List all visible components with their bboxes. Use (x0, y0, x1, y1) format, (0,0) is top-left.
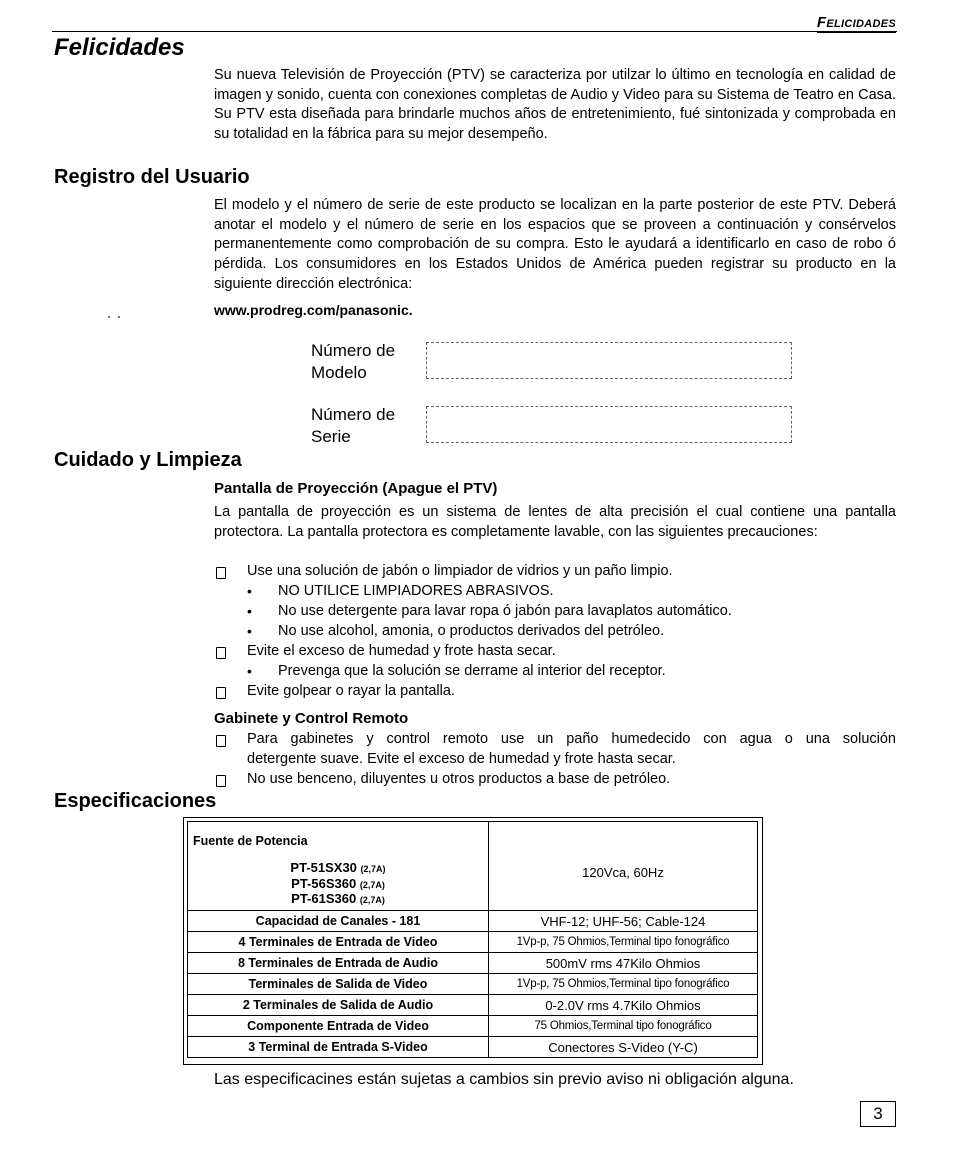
bullet-icon: • (247, 623, 252, 639)
model-label-line1: Número de (311, 341, 396, 360)
table-cell: VHF-12; UHF-56; Cable-124 (489, 911, 758, 932)
registration-heading: Registro del Usuario (54, 166, 250, 188)
list-item-text: No use detergente para lavar ropa ó jabón para lavaplatos automático. (278, 603, 732, 619)
checkbox-square-icon (216, 647, 226, 659)
model-number-label (311, 340, 395, 384)
serial-number-field[interactable] (426, 406, 792, 443)
scan-speck (108, 316, 110, 318)
list-item-text: No use benceno, diluyentes u otros productos a base de petróleo. (247, 771, 671, 787)
checkbox-square-icon (216, 687, 226, 699)
table-cell: Conectores S-Video (Y-C) (489, 1037, 758, 1058)
list-item (214, 602, 896, 622)
list-item-text: NO UTILICE LIMPIADORES ABRASIVOS. (278, 583, 554, 599)
checkbox-square-icon (216, 567, 226, 579)
model-name: PT-56S360 (291, 875, 357, 891)
serial-number-label (311, 404, 395, 448)
care-heading: Cuidado y Limpieza (54, 449, 242, 471)
table-row (188, 822, 758, 911)
serial-label-line1: Número de (311, 405, 396, 424)
model-label-line2: Modelo (311, 363, 367, 382)
model-note: (2,7A) (359, 895, 385, 905)
table-cell: 2 Terminales de Salida de Audio (188, 995, 489, 1016)
list-item (214, 622, 896, 642)
table-row (188, 1037, 758, 1058)
list-item (214, 562, 896, 582)
list-item-text: Use una solución de jabón o limpiador de vidrios y un paño limpio. (247, 563, 673, 579)
scan-speck (118, 316, 120, 318)
serial-label-line2: Serie (311, 427, 351, 446)
header-rule (52, 31, 897, 32)
specs-footnote: Las especificacines están sujetas a cambios sin previo aviso ni obligación alguna. (214, 1071, 794, 1088)
table-row (188, 1016, 758, 1037)
page-number: 3 (860, 1101, 896, 1127)
care-list (214, 562, 896, 702)
list-item (214, 642, 896, 662)
page-title: Felicidades (54, 34, 185, 61)
running-head: Felicidades (816, 14, 896, 31)
checkbox-square-icon (216, 775, 226, 787)
table-cell (188, 822, 489, 911)
url-period: . (408, 302, 413, 318)
table-cell: 75 Ohmios,Terminal tipo fonográfico (489, 1016, 758, 1037)
list-item (214, 730, 896, 750)
model-name: PT-61S360 (291, 891, 357, 906)
model-name: PT-51SX30 (290, 860, 357, 875)
table-cell: Terminales de Salida de Video (188, 974, 489, 995)
table-cell: 0-2.0V rms 4.7Kilo Ohmios (489, 995, 758, 1016)
registration-url[interactable]: www.prodreg.com/panasonic (214, 302, 409, 318)
table-cell: 500mV rms 47Kilo Ohmios (489, 953, 758, 974)
model-number-field[interactable] (426, 342, 792, 379)
table-row (188, 932, 758, 953)
table-row (188, 911, 758, 932)
specs-heading: Especificaciones (54, 790, 217, 812)
list-item (214, 662, 896, 682)
model-line (188, 877, 488, 893)
registration-url-line (214, 302, 413, 318)
bullet-icon: • (247, 603, 252, 619)
list-item (214, 582, 896, 602)
table-cell: 4 Terminales de Entrada de Video (188, 932, 489, 953)
table-cell: 1Vp-p, 75 Ohmios,Terminal tipo fonográfico (489, 932, 758, 953)
model-line (188, 861, 488, 877)
cabinet-list (214, 730, 896, 790)
list-item-text: detergente suave. Evite el exceso de humedad y frote hasta secar. (247, 751, 676, 767)
specs-table (187, 821, 758, 1058)
model-note: (2,7A) (359, 879, 385, 890)
registration-paragraph: El modelo y el número de serie de este producto se localizan en la parte posterior de este PTV. Deberá anotar el modelo y el número de serie en los espacios que se proveen a continuación y consérvelos permanentemente como comprobación de su compra. Esto le ayudará a identificarlo en caso de robo ó pérdida. Los consumidores en los Estados Unidos de América pueden registrar su producto en la siguiente dirección electrónica: (214, 197, 896, 292)
table-cell: 1Vp-p, 75 Ohmios,Terminal tipo fonográfico (489, 974, 758, 995)
list-item-text: No use alcohol, amonia, o productos derivados del petróleo. (278, 623, 665, 639)
screen-subheading: Pantalla de Proyección (Apague el PTV) (214, 480, 498, 497)
table-row (188, 953, 758, 974)
checkbox-square-icon (216, 735, 226, 747)
screen-paragraph: La pantalla de proyección es un sistema de lentes de alta precisión el cual contiene una pantalla protectora. La pantalla protectora es completamente lavable, con las siguientes precauciones: (214, 504, 896, 540)
cabinet-subheading: Gabinete y Control Remoto (214, 710, 409, 727)
bullet-icon: • (247, 663, 252, 679)
list-item-text: Evite golpear o rayar la pantalla. (247, 683, 455, 699)
bullet-icon: • (247, 583, 252, 599)
table-cell: 3 Terminal de Entrada S-Video (188, 1037, 489, 1058)
table-cell: Capacidad de Canales - 181 (188, 911, 489, 932)
table-cell: 120Vca, 60Hz (489, 822, 758, 911)
congrats-paragraph: Su nueva Televisión de Proyección (PTV) se caracteriza por utilzar lo último en tecnología en calidad de imagen y sonido, cuenta con conexiones completas de Audio y Video para su Sistema de Teatro en Casa. Su PTV esta diseñada para brindarle muchos años de entretenimiento, fué sintonizada y comprobada en su totalidad en la fábrica para su mejor desempeño. (214, 67, 896, 143)
table-cell: 8 Terminales de Entrada de Audio (188, 953, 489, 974)
table-row (188, 974, 758, 995)
model-note: (2,7A) (360, 864, 386, 874)
table-row (188, 995, 758, 1016)
list-item (214, 682, 896, 702)
power-label: Fuente de Potencia (193, 834, 308, 848)
table-cell: Componente Entrada de Video (188, 1016, 489, 1037)
list-item-text: Prevenga que la solución se derrame al interior del receptor. (278, 663, 666, 679)
model-list (188, 861, 488, 908)
list-item (214, 770, 896, 790)
list-item-continuation (214, 750, 896, 770)
list-item-text: Evite el exceso de humedad y frote hasta secar. (247, 643, 556, 659)
list-item-text: Para gabinetes y control remoto use un paño humedecido con agua o una solución (247, 731, 896, 747)
model-line (188, 892, 488, 908)
